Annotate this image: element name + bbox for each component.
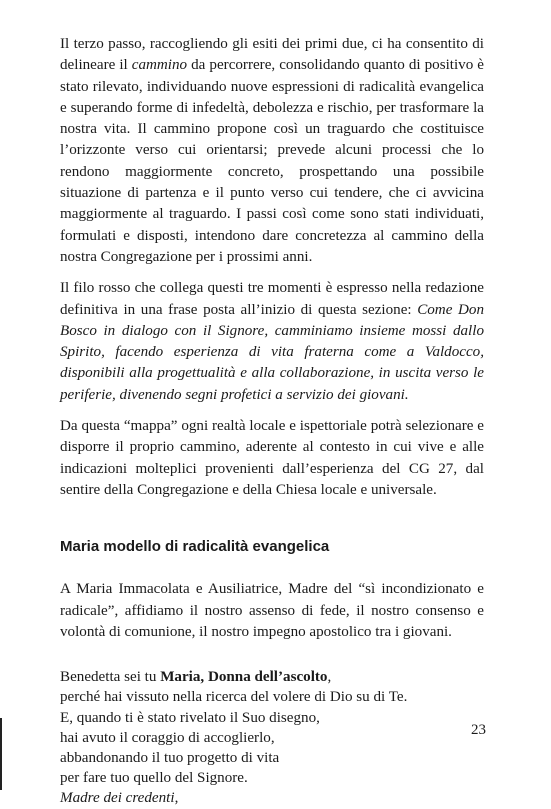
- poem-line-4: hai avuto il coraggio di accoglierlo,: [60, 729, 275, 746]
- poem-line-1-start: Benedetta sei tu: [60, 669, 161, 686]
- para1-text-start: Il terzo passo, raccogliendo gli esiti dei primi due, ci ha consentito di delineare il: [60, 36, 484, 74]
- scan-edge-mark: [0, 718, 2, 790]
- paragraph-terzo-passo: [60, 34, 484, 268]
- page-number: 23: [471, 722, 486, 738]
- poem-line-6: per fare tuo quello del Signore.: [60, 770, 248, 787]
- poem-line-1-end: ,: [327, 669, 332, 686]
- poem-line-7: [60, 788, 484, 808]
- poem-line-5: abbandonando il tuo progetto di vita: [60, 749, 280, 766]
- para2-italic-quote: Come Don Bosco in dialogo con il Signore, camminiamo insieme mossi dallo Spirito, facendo esperienza di vita fraterna come a Valdocco, disponibili alla progettualità e alla collaborazione, in uscita verso le periferie, divenendo segni profetici a servizio dei giovani.: [60, 301, 484, 403]
- prayer-poem: [60, 667, 484, 808]
- paragraph-filo-rosso: [60, 278, 484, 406]
- para1-text-rest: da percorrere, consolidando quanto di positivo è stato rilevato, individuando nuove espressioni di radicalità evangelica e superando forme di infedeltà, debolezza e rischio, per trasformare la nostra vita. Il cammino propone così un traguardo che costituisce l’orizzonte verso cui orientarsi; prevede alcuni processi che lo rendono maggiormente concreto, prospettando una possibile situazione di partenza e il punto verso cui tendere, che ci avvicina maggiormente al traguardo. I passi così come sono stati individuati, formulati e disposti, intendono dare concretezza al cammino della nostra Congregazione per i prossimi anni.: [60, 57, 484, 265]
- poem-line-3: E, quando ti è stato rivelato il Suo disegno,: [60, 709, 320, 726]
- section-heading: Maria modello di radicalità evangelica: [60, 538, 330, 556]
- poem-line-1: [60, 667, 484, 687]
- para1-italic-cammino: cammino: [131, 57, 188, 74]
- paragraph-mappa: Da questa “mappa” ogni realtà locale e ispettoriale potrà selezionare e disporre il proprio cammino, aderente al contesto in cui vive e alle indicazioni molteplici provenienti dall’esperienza del CG 27, dal sentire della Congregazione e della Chiesa locale e universale.: [60, 418, 484, 498]
- poem-line-1-bold: Maria, Donna dell’ascolto: [160, 669, 328, 686]
- poem-line-7-end: ,: [174, 790, 179, 807]
- paragraph-maria: A Maria Immacolata e Ausiliatrice, Madre del “sì incondizionato e radicale”, affidiamo il nostro assenso di fede, il nostro consenso e volontà di comunione, il nostro impegno apostolico tra i giovani.: [60, 581, 484, 640]
- para2-text-start: Il filo rosso che collega questi tre momenti è espresso nella redazione definitiva in una frase posta all’inizio di questa sezione:: [60, 280, 484, 318]
- page-content: [60, 20, 484, 809]
- poem-line-7-italic: Madre dei credenti: [60, 790, 175, 807]
- poem-line-2: perché hai vissuto nella ricerca del volere di Dio su di Te.: [60, 689, 408, 706]
